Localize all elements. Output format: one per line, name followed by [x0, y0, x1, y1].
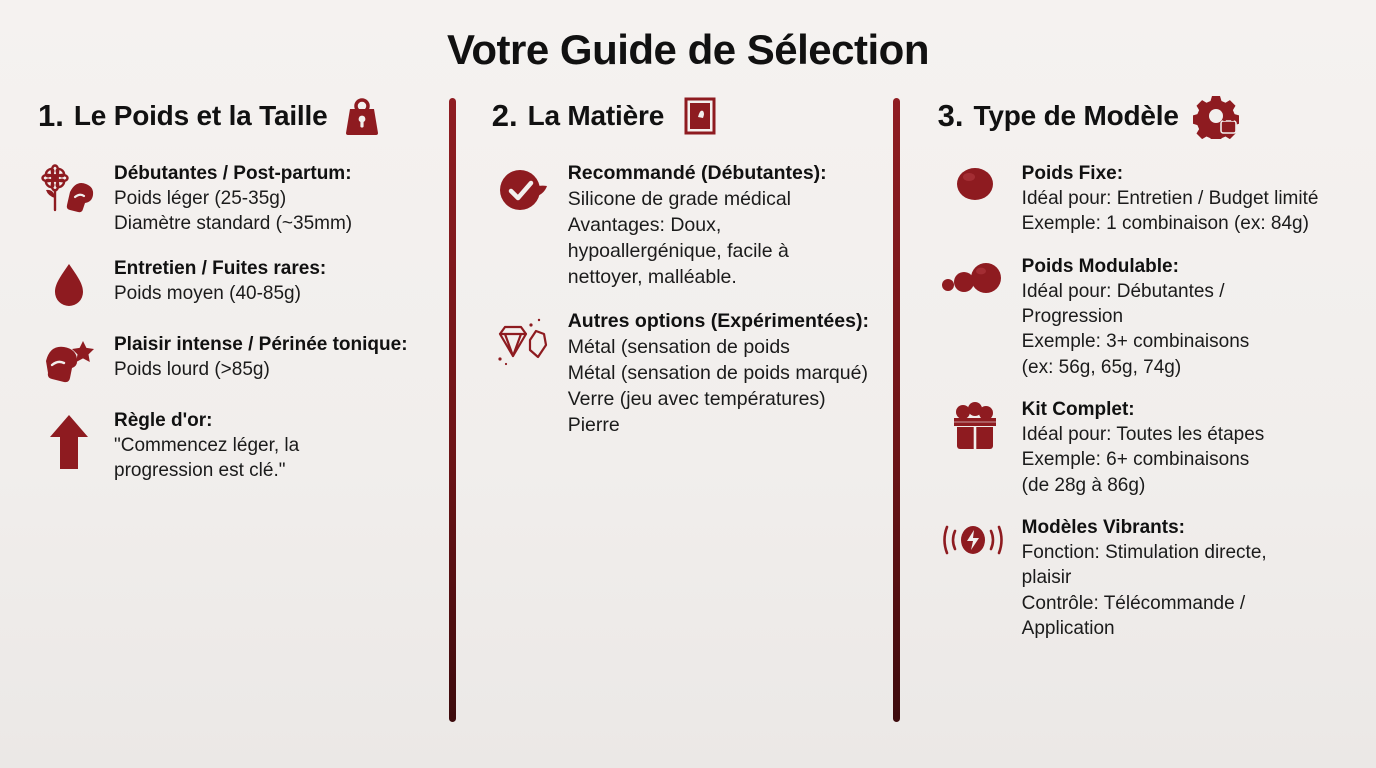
list-item: [938, 255, 1344, 380]
column-1-title: Le Poids et la Taille: [73, 100, 328, 131]
item-line: Poids moyen (40-85g): [114, 282, 301, 304]
column-3-number: 3.: [937, 98, 964, 133]
item-text: [568, 162, 877, 290]
single-ball-icon: [938, 162, 1008, 210]
item-line: Contrôle: Télécommande /: [1021, 592, 1246, 614]
item-text: [114, 162, 431, 237]
droplet-icon: [38, 257, 100, 313]
list-item: [38, 409, 431, 484]
list-item: [938, 162, 1344, 237]
item-line: Avantages: Doux,: [567, 213, 722, 236]
divider-2: [893, 98, 900, 722]
fabric-swatch-icon: [678, 93, 722, 139]
list-item: [938, 516, 1344, 641]
list-item: [492, 310, 877, 438]
item-line: Métal (sensation de poids marqué): [567, 362, 868, 385]
item-title: Recommandé (Débutantes):: [567, 162, 827, 184]
item-text: [114, 257, 431, 306]
list-item: [38, 162, 431, 237]
item-line: Métal (sensation de poids: [567, 336, 790, 359]
item-line: Application: [1021, 617, 1115, 639]
column-2-number: 2.: [491, 98, 518, 133]
item-title: Débutantes / Post-partum:: [114, 163, 352, 184]
item-text: [568, 310, 877, 438]
graded-balls-icon: [938, 255, 1008, 303]
item-line: Idéal pour: Toutes les étapes: [1021, 424, 1265, 446]
item-title: Poids Modulable:: [1021, 255, 1179, 277]
item-title: Plaisir intense / Périnée tonique:: [114, 333, 408, 355]
item-title: Règle d'or:: [114, 409, 213, 431]
item-title: Poids Fixe:: [1021, 163, 1124, 184]
item-line: Exemple: 1 combinaison (ex: 84g): [1021, 213, 1309, 235]
item-line: Idéal pour: Entretien / Budget limité: [1021, 188, 1319, 210]
column-weight-and-size: [26, 92, 449, 758]
list-item: [38, 333, 431, 389]
column-3-title: Type de Modèle: [973, 100, 1179, 131]
item-text: [1022, 255, 1344, 380]
gems-icon: [492, 310, 554, 374]
item-line: Silicone de grade médical: [567, 187, 792, 210]
open-box-icon: [938, 398, 1008, 456]
item-line: hypoallergénique, facile à: [567, 239, 789, 262]
item-text: [1022, 162, 1344, 237]
item-line: plaisir: [1021, 567, 1072, 589]
item-title: Entretien / Fuites rares:: [114, 257, 327, 279]
weight-icon: [341, 95, 383, 137]
item-text: [114, 333, 431, 382]
item-line: Fonction: Stimulation directe,: [1021, 542, 1267, 564]
list-item: [938, 398, 1344, 498]
item-line: nettoyer, malléable.: [567, 265, 737, 288]
item-text: [1022, 516, 1344, 641]
item-title: Kit Complet:: [1021, 398, 1135, 420]
item-text: [1022, 398, 1344, 498]
item-text: [114, 409, 431, 484]
item-line: Verre (jeu avec températures): [567, 388, 826, 411]
up-arrow-icon: [38, 409, 100, 473]
list-item: [38, 257, 431, 313]
item-line: Poids lourd (>85g): [114, 358, 270, 380]
column-1-number: 1.: [38, 98, 64, 133]
item-line: Progression: [1021, 306, 1124, 328]
item-title: Modèles Vibrants:: [1021, 516, 1185, 538]
item-title: Autres options (Expérimentées):: [567, 310, 869, 333]
flower-muscle-icon: [38, 162, 100, 222]
item-line: Exemple: 3+ combinaisons: [1021, 331, 1250, 353]
item-line: Diamètre standard (~35mm): [114, 213, 353, 235]
column-3-header: [938, 92, 1344, 140]
column-material: [456, 92, 893, 758]
check-leaf-icon: [492, 162, 554, 222]
item-line: "Commencez léger, la: [114, 434, 300, 456]
item-line: Exemple: 6+ combinaisons: [1021, 449, 1250, 471]
item-line: progression est clé.": [114, 460, 286, 482]
item-line: Poids léger (25-35g): [114, 188, 287, 210]
column-2-header: [492, 92, 877, 140]
item-line: Pierre: [567, 414, 620, 437]
muscle-star-icon: [38, 333, 100, 389]
list-item: [492, 162, 877, 290]
item-line: (ex: 56g, 65g, 74g): [1021, 356, 1182, 378]
column-2-title: La Matière: [527, 100, 665, 131]
page-title: Votre Guide de Sélection: [447, 26, 929, 73]
item-line: Idéal pour: Débutantes /: [1021, 280, 1225, 302]
column-model-type: [900, 92, 1350, 758]
gear-lock-icon: [1193, 93, 1239, 139]
divider-1: [449, 98, 456, 722]
vibration-bolt-icon: [938, 516, 1008, 564]
column-1-header: [38, 92, 431, 140]
columns-container: [26, 92, 1350, 758]
item-line: (de 28g à 86g): [1021, 474, 1146, 496]
